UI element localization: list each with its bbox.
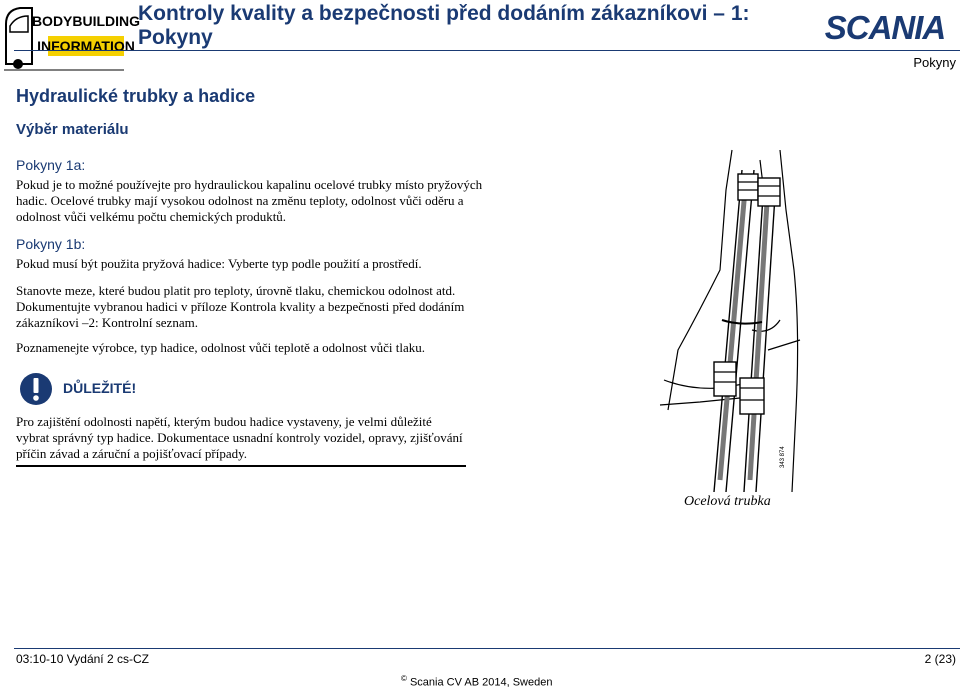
footer-page-number: 2 (23) [924,652,956,666]
bodybuilding-information-logo [2,2,141,72]
document-title: Kontroly kvality a bezpečnosti před dodáním zákazníkovi – 1: Pokyny [138,2,750,49]
document-text: Dokumentujte vybranou hadici v příloze Kontrola kvality a bezpečnosti před dodáním zákazníkovi –2: Kontrolní seznam. [16,299,465,330]
section-tag: Pokyny [913,55,956,70]
logo-line-1: BODYBUILDING [31,13,141,29]
illustration-caption: Ocelová trubka [684,494,771,509]
scania-logo-text: SCANIA [824,9,946,46]
logo-line-2: INFORMATION [37,38,135,54]
copyright-text: Scania CV AB 2014, Sweden [409,676,553,689]
steel-pipe-illustration [660,150,802,492]
important-divider [16,465,466,467]
footer-divider [14,648,960,649]
header-divider [14,50,960,51]
limits-text: Stanovte meze, které budou platit pro teploty, úrovně tlaku, chemickou odolnost atd. [16,283,456,298]
pokyny-1a-text: Pokud je to možné používejte pro hydraulickou kapalinu ocelové trubky místo pryžových hadic. Ocelové trubky mají vysokou odolnost na změnu teploty, odolnost vůči oděru a odolnost vůči velkému počtu chemických produktů. [16,177,483,224]
exclamation-icon [19,372,53,406]
pokyny-1b-text: Pokud musí být použita pryžová hadice: Vyberte typ podle použití a prostředí. [16,256,422,271]
subsection-title: Výběr materiálu [16,121,129,138]
pokyny-1b-heading: Pokyny 1b: [16,236,86,252]
limits-paragraph [16,283,476,331]
section-title: Hydraulické trubky a hadice [16,86,256,106]
illustration-reference-number: 343 874 [780,446,786,468]
important-label: DŮLEŽITÉ! [63,380,137,396]
footer-document-info: 03:10-10 Vydání 2 cs-CZ [16,652,149,666]
record-paragraph: Poznamenejte výrobce, typ hadice, odolnost vůči teplotě a odolnost vůči tlaku. [16,340,426,355]
scania-logo [812,9,958,46]
important-text: Pro zajištění odolnosti napětí, kterým budou hadice vystaveny, je velmi důležité vybrat správný typ hadice. Dokumentace usnadní kontroly vozidel, opravy, zjišťování příčin závad a záruční a pojišťovací případy. [16,414,463,461]
footer-copyright [401,674,552,689]
copyright-symbol: © [401,674,407,683]
pokyny-1a-heading: Pokyny 1a: [16,157,86,173]
